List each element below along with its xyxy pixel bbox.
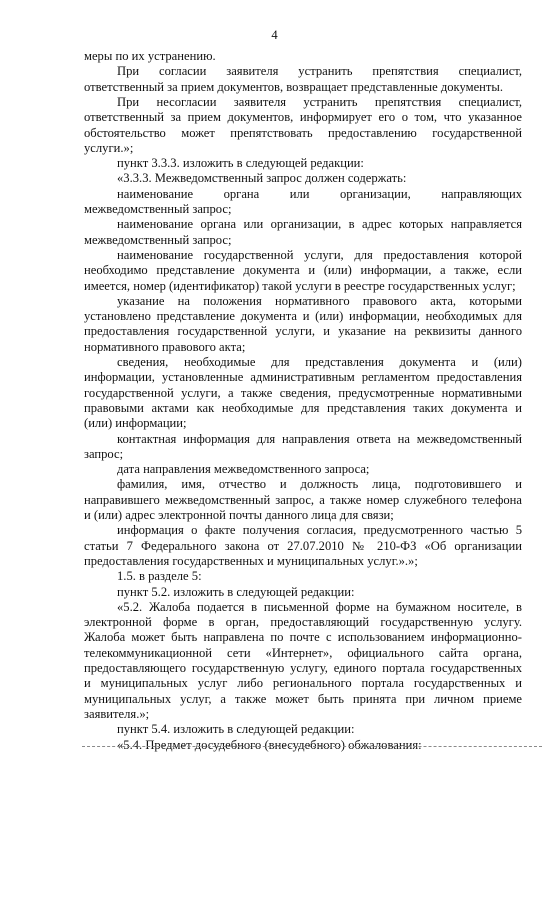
text-line: статьи 7 Федерального закона от 27.07.2010 № 210-ФЗ «Об организации (84, 538, 522, 553)
text-line: предоставления государственной услуги, и указание на реквизиты данного (84, 324, 522, 339)
text-line: установлено представление документа и (или) информации, необходимых для (84, 309, 522, 324)
text-line: и (или) адрес электронной почты данного лица для связи; (84, 508, 394, 522)
text-line: межведомственный запрос; (84, 232, 232, 247)
text-line: контактная информация для направления ответа на межведомственный (117, 431, 522, 446)
text-line: ответственный за прием документов, информирует его о том, что указанное (84, 110, 522, 125)
text-line: указание на положения нормативного правового акта, которыми (117, 293, 522, 308)
text-line: меры по их устранению. (84, 49, 216, 63)
text-line: информации, установленные административным регламентом предоставления (84, 370, 522, 385)
text-line: пункт 5.4. изложить в следующей редакции: (117, 722, 355, 737)
text-line: услуги.»; (84, 140, 134, 155)
text-line: запрос; (84, 446, 124, 461)
text-line: (или) информации; (84, 416, 187, 431)
text-line: 1.5. в разделе 5: (117, 569, 202, 584)
text-line: обстоятельство может препятствовать предоставлению государственной (84, 125, 522, 140)
text-line: дата направления межведомственного запроса; (117, 462, 370, 477)
text-line: телекоммуникационной сети «Интернет», официального сайта органа, (84, 645, 522, 660)
text-line: межведомственный запрос; (84, 202, 232, 216)
text-line: Жалоба может быть направлена по почте с использованием информационно- (84, 630, 522, 645)
text-line: муниципальных услуг, а также может быть принята при личном приеме (84, 691, 522, 706)
text-line: «3.3.3. Межведомственный запрос должен содержать: (117, 171, 407, 186)
text-line: предоставления государственных и муниципальных услуг.».»; (84, 553, 418, 568)
text-line: электронной форме в орган, предоставляющий государственную услугу. (84, 615, 522, 630)
text-line: государственной услуги, а также сведения, предусмотренные нормативными (84, 385, 522, 400)
text-line: наименование органа или организации, в адрес которых направляется (117, 217, 522, 232)
text-line: ответственный за прием документов, возвращает представленные документы. (84, 79, 504, 94)
text-line: «5.4. Предмет досудебного (внесудебного) обжалования: (117, 737, 422, 752)
text-line: пункт 3.3.3. изложить в следующей редакции: (117, 156, 364, 171)
text-line: предоставляющего государственную услугу, единого портала государственных (84, 661, 522, 675)
text-line: заявителя.»; (84, 706, 150, 721)
text-line: информация о факте получения согласия, предусмотренного частью 5 (117, 523, 522, 538)
bottom-divider (82, 746, 542, 747)
text-line: нормативного правового акта; (84, 339, 246, 354)
text-line: пункт 5.2. изложить в следующей редакции: (117, 584, 355, 599)
text-line: При согласии заявителя устранить препятствия специалист, (117, 64, 522, 79)
text-line: и муниципальных услуг либо регионального портала государственных и (84, 676, 522, 691)
text-line: наименование государственной услуги, для предоставления которой (117, 247, 522, 262)
text-line: сведения, необходимые для представления документа и (или) (117, 355, 522, 369)
text-line: фамилия, имя, отчество и должность лица, подготовившего и (117, 477, 522, 492)
text-line: наименование органа или организации, направляющих (117, 186, 522, 201)
text-line: имеется, номер (идентификатор) такой услуги в реестре государственных услуг; (84, 278, 516, 293)
text-line: необходимо представление документа и (или) информации, а также, если (84, 263, 522, 278)
page-number: 4 (271, 28, 278, 42)
text-line: направившего межведомственный запрос, а также номер служебного телефона (84, 492, 522, 507)
text-line: правовыми актами как необходимые для представления таких документа и (84, 400, 522, 415)
text-line: «5.2. Жалоба подается в письменной форме на бумажном носителе, в (117, 599, 522, 614)
text-line: При несогласии заявителя устранить препятствия специалист, (117, 94, 522, 109)
